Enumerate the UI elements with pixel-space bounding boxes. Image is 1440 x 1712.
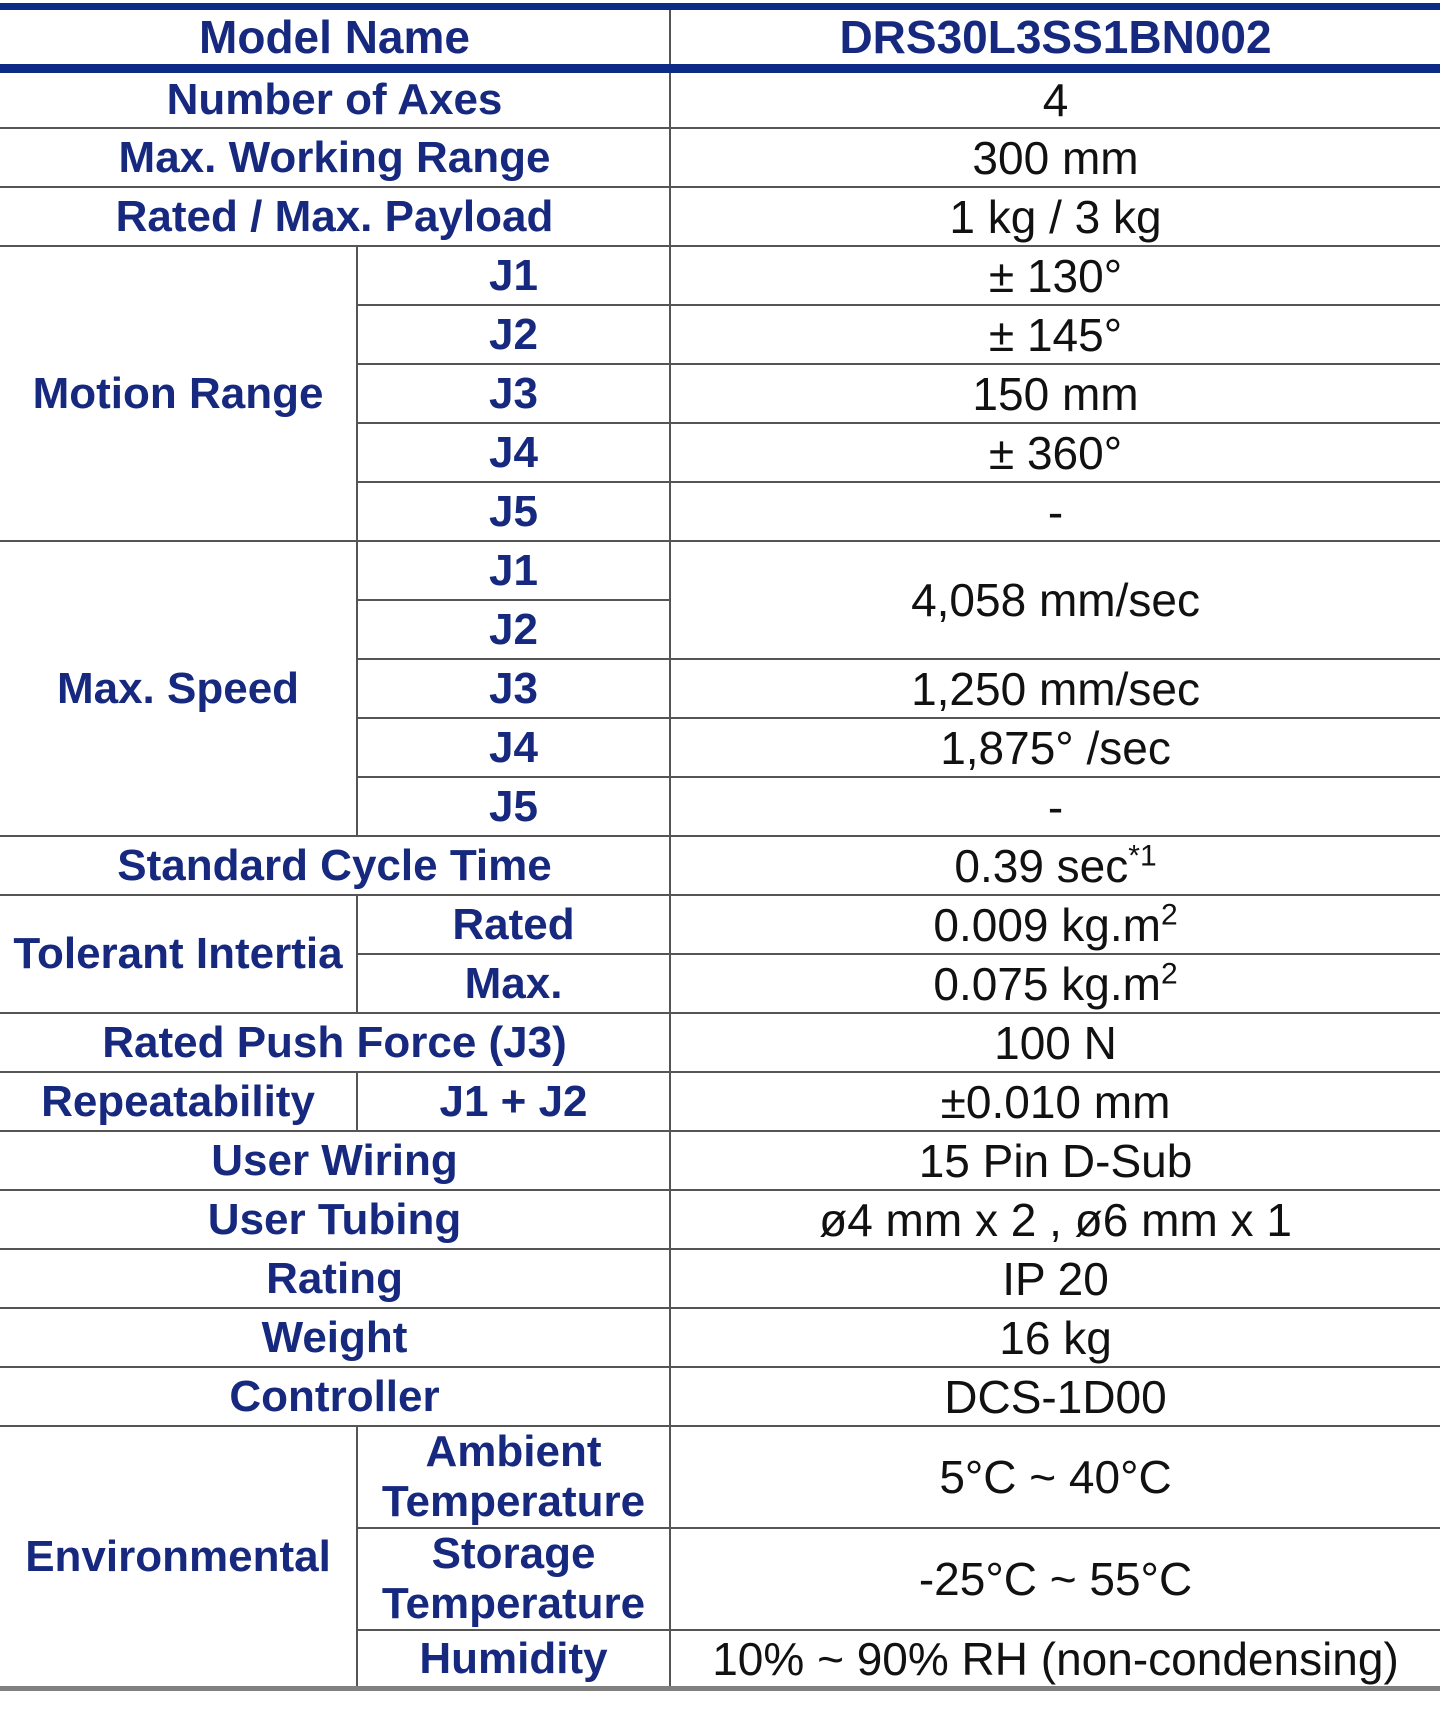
motion-range-j2-label: J2	[357, 305, 670, 364]
weight-value: 16 kg	[670, 1308, 1440, 1367]
repeatability-value: ±0.010 mm	[670, 1072, 1440, 1131]
spec-table	[0, 10, 1440, 1686]
repeatability-j1-j2-label: J1 + J2	[357, 1072, 670, 1131]
table-row	[0, 895, 1440, 954]
motion-range-j3-label: J3	[357, 364, 670, 423]
max-speed-j5-label: J5	[357, 777, 670, 836]
standard-cycle-time-label: Standard Cycle Time	[0, 836, 670, 895]
table-bottom-rule	[0, 1686, 1440, 1691]
tolerant-inertia-rated-value	[670, 895, 1440, 954]
max-working-range-label: Max. Working Range	[0, 128, 670, 187]
user-wiring-value: 15 Pin D-Sub	[670, 1131, 1440, 1190]
table-row	[0, 69, 1440, 129]
tolerant-inertia-max-value	[670, 954, 1440, 1013]
motion-range-j5-label: J5	[357, 482, 670, 541]
header-row	[0, 10, 1440, 69]
standard-cycle-time-footnote: *1	[1128, 839, 1157, 873]
max-working-range-value: 300 mm	[670, 128, 1440, 187]
tolerant-inertia-rated-label: Rated	[357, 895, 670, 954]
table-row	[0, 1131, 1440, 1190]
max-speed-j3-value: 1,250 mm/sec	[670, 659, 1440, 718]
max-speed-j5-value: -	[670, 777, 1440, 836]
rated-push-force-label: Rated Push Force (J3)	[0, 1013, 670, 1072]
rating-label: Rating	[0, 1249, 670, 1308]
rating-value: IP 20	[670, 1249, 1440, 1308]
model-name-label: Model Name	[0, 10, 670, 69]
table-row	[0, 1367, 1440, 1426]
ambient-temperature-value: 5°C ~ 40°C	[670, 1426, 1440, 1528]
motion-range-j1-value: ± 130°	[670, 246, 1440, 305]
table-top-rule	[0, 3, 1440, 10]
storage-temperature-label-line1: Storage	[431, 1529, 596, 1578]
motion-range-j5-value: -	[670, 482, 1440, 541]
controller-value: DCS-1D00	[670, 1367, 1440, 1426]
table-row	[0, 246, 1440, 305]
max-speed-j1-label: J1	[357, 541, 670, 600]
max-speed-j1-j2-value: 4,058 mm/sec	[670, 541, 1440, 659]
max-speed-label: Max. Speed	[0, 541, 357, 836]
ambient-temperature-label-line2: Temperature	[381, 1477, 646, 1526]
table-row	[0, 1072, 1440, 1131]
controller-label: Controller	[0, 1367, 670, 1426]
motion-range-j4-value: ± 360°	[670, 423, 1440, 482]
motion-range-label: Motion Range	[0, 246, 357, 541]
tolerant-inertia-rated-value-text: 0.009 kg.m	[933, 898, 1161, 951]
ambient-temperature-label-line1: Ambient	[425, 1427, 602, 1476]
user-tubing-label: User Tubing	[0, 1190, 670, 1249]
table-row	[0, 1190, 1440, 1249]
user-wiring-label: User Wiring	[0, 1131, 670, 1190]
standard-cycle-time-value-text: 0.39 sec	[954, 839, 1129, 892]
weight-label: Weight	[0, 1308, 670, 1367]
model-name-value: DRS30L3SS1BN002	[670, 10, 1440, 69]
motion-range-j4-label: J4	[357, 423, 670, 482]
rated-max-payload-value: 1 kg / 3 kg	[670, 187, 1440, 246]
humidity-value: 10% ~ 90% RH (non-condensing)	[670, 1630, 1440, 1686]
table-row	[0, 1426, 1440, 1528]
table-row	[0, 1308, 1440, 1367]
motion-range-j3-value: 150 mm	[670, 364, 1440, 423]
repeatability-label: Repeatability	[0, 1072, 357, 1131]
number-of-axes-label: Number of Axes	[0, 69, 670, 129]
max-speed-j2-label: J2	[357, 600, 670, 659]
table-row	[0, 541, 1440, 600]
user-tubing-value: ø4 mm x 2 , ø6 mm x 1	[670, 1190, 1440, 1249]
table-row	[0, 1249, 1440, 1308]
ambient-temperature-label	[357, 1426, 670, 1528]
motion-range-j1-label: J1	[357, 246, 670, 305]
tolerant-inertia-label: Tolerant Intertia	[0, 895, 357, 1013]
tolerant-inertia-max-value-sup: 2	[1160, 957, 1178, 991]
motion-range-j2-value: ± 145°	[670, 305, 1440, 364]
storage-temperature-label-line2: Temperature	[381, 1579, 646, 1628]
table-row	[0, 128, 1440, 187]
number-of-axes-value: 4	[670, 69, 1440, 129]
humidity-label: Humidity	[357, 1630, 670, 1686]
standard-cycle-time-value	[670, 836, 1440, 895]
table-row	[0, 1013, 1440, 1072]
environmental-label: Environmental	[0, 1426, 357, 1686]
rated-push-force-value: 100 N	[670, 1013, 1440, 1072]
tolerant-inertia-max-label: Max.	[357, 954, 670, 1013]
table-row	[0, 187, 1440, 246]
max-speed-j4-value: 1,875° /sec	[670, 718, 1440, 777]
rated-max-payload-label: Rated / Max. Payload	[0, 187, 670, 246]
tolerant-inertia-max-value-text: 0.075 kg.m	[933, 957, 1161, 1010]
storage-temperature-value: -25°C ~ 55°C	[670, 1528, 1440, 1630]
max-speed-j4-label: J4	[357, 718, 670, 777]
max-speed-j3-label: J3	[357, 659, 670, 718]
tolerant-inertia-rated-value-sup: 2	[1160, 898, 1178, 932]
table-row	[0, 836, 1440, 895]
storage-temperature-label	[357, 1528, 670, 1630]
